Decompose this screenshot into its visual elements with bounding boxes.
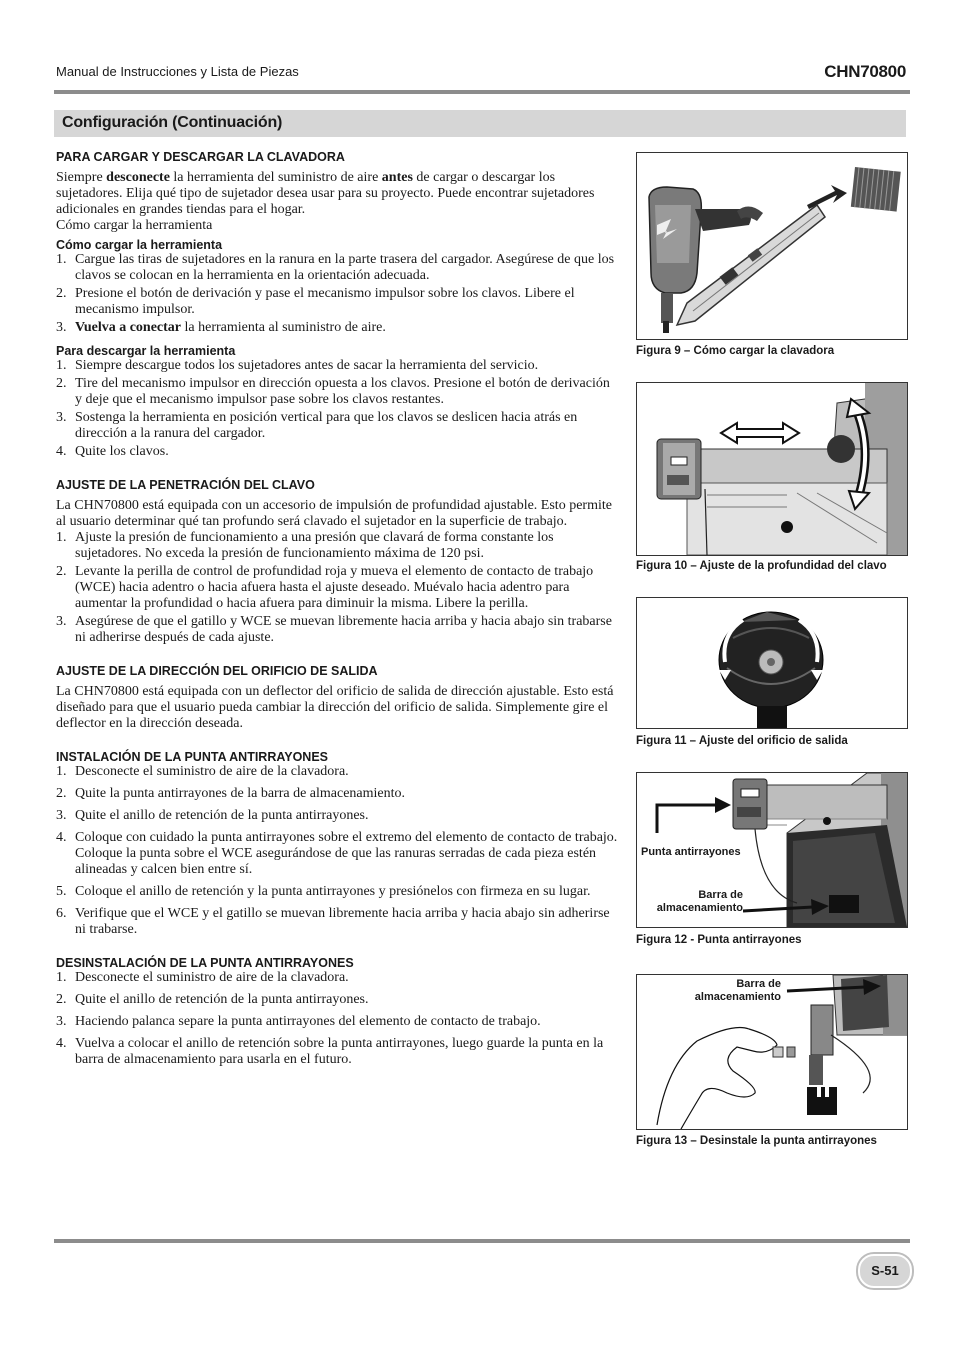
list-item: 6. Verifique que el WCE y el gatillo se muevan libremente hacia arriba y hacia abajo sin adherirse ni trabarse. [56, 906, 610, 937]
figure-13-remove-tip [636, 974, 908, 1130]
unload-subheading: Para descargar la herramienta [56, 344, 236, 358]
list-item: 4. Coloque con cuidado la punta antirrayones sobre el extremo del elemento de contacto de trabajo. Coloque la punta sobre el WCE asegurándose de que las ranuras serradas de cada pieza estén alineadas y calcen bien entre sí. [56, 830, 618, 877]
depth-steps [56, 530, 618, 646]
figure-12-label-bar: Barra de almacenamiento [639, 889, 743, 915]
figure-12-caption: Figura 12 - Punta antirrayones [636, 934, 802, 946]
list-item: 1. Ajuste la presión de funcionamiento a una presión que clavará de forma constante los sujetadores. No exceda la presión de funcionamiento máxima de 120 psi. [56, 530, 554, 561]
remove-tip-steps [56, 970, 618, 1068]
loading-intro-line: Cómo cargar la herramienta [56, 218, 213, 233]
figure-12-label-tip: Punta antirrayones [641, 846, 741, 858]
list-item: 1. Desconecte el suministro de aire de la clavadora. [56, 764, 349, 779]
footer-rule [54, 1239, 910, 1243]
list-item: 2. Quite el anillo de retención de la punta antirrayones. [56, 992, 369, 1007]
loading-intro: Siempre desconecte la herramienta del suministro de aire antes de cargar o descargar los sujetadores. Elija qué tipo de sujetador desea usar para su proyecto. Puede encontrar sujetadores adicionales en grandes tiendas para el hogar. [56, 170, 595, 217]
install-tip-heading: INSTALACIÓN DE LA PUNTA ANTIRRAYONES [56, 750, 328, 764]
section-title: Configuración (Continuación) [62, 114, 283, 131]
figure-11-caption: Figura 11 – Ajuste del orificio de salida [636, 735, 848, 747]
figure-12-no-mar-tip [636, 772, 908, 928]
load-steps [56, 252, 618, 336]
list-item: 3. Haciendo palanca separe la punta antirrayones del elemento de contacto de trabajo. [56, 1014, 541, 1029]
list-item: 1. Desconecte el suministro de aire de la clavadora. [56, 970, 349, 985]
depth-intro: La CHN70800 está equipada con un accesorio de impulsión de profundidad ajustable. Esto permite al usuario determinar qué tan profundo será clavado el sujetador en la superficie de trabajo. [56, 498, 612, 529]
list-item: 1. Siempre descargue todos los sujetadores antes de sacar la herramienta del servicio. [56, 358, 539, 373]
page-number-badge [858, 1254, 912, 1288]
figure-13-caption: Figura 13 – Desinstale la punta antirrayones [636, 1135, 877, 1147]
header-rule [54, 90, 910, 94]
figure-13-label-bar: Barra de almacenamiento [677, 978, 781, 1004]
list-item: 3. Vuelva a conectar la herramienta al suministro de aire. [56, 320, 386, 335]
list-item: 3. Asegúrese de que el gatillo y WCE se muevan libremente hacia arriba y hacia abajo sin trabarse ni adherirse después de cada ajuste. [56, 614, 612, 645]
exhaust-intro: La CHN70800 está equipada con un deflector del orificio de salida de dirección ajustable. Esto está diseñado para que el usuario pueda cambiar la dirección del orificio de salida. Simplemente gire el deflector en la dirección deseada. [56, 684, 614, 731]
figure-10-depth-adjust [636, 382, 908, 556]
model-number: CHN70800 [824, 62, 906, 81]
exhaust-heading: AJUSTE DE LA DIRECCIÓN DEL ORIFICIO DE SALIDA [56, 664, 378, 678]
figure-11-exhaust-adjust [636, 597, 908, 729]
section-bar [54, 110, 906, 137]
depth-heading: AJUSTE DE LA PENETRACIÓN DEL CLAVO [56, 478, 315, 492]
list-item: 2. Tire del mecanismo impulsor en dirección opuesta a los clavos. Presione el botón de derivación y deje que el mecanismo impulsor pase sobre los clavos restantes. [56, 376, 610, 407]
text-column [56, 150, 618, 1068]
figure-9-caption: Figura 9 – Cómo cargar la clavadora [636, 345, 835, 357]
load-subheading: Cómo cargar la herramienta [56, 238, 223, 252]
manual-title: Manual de Instrucciones y Lista de Piezas [56, 64, 299, 79]
unload-steps [56, 358, 618, 460]
install-tip-steps [56, 764, 618, 938]
list-item: 2. Levante la perilla de control de profundidad roja y mueva el elemento de contacto de trabajo (WCE) hacia adentro o hacia afuera hasta el ajuste deseado. Muévalo hacia adentro para aumentar la profundidad o hacia afuera para diminuir la misma. Libere la perilla. [56, 564, 594, 611]
loading-heading: PARA CARGAR Y DESCARGAR LA CLAVADORA [56, 150, 345, 164]
page-number: S-51 [871, 1263, 899, 1278]
list-item: 3. Quite el anillo de retención de la punta antirrayones. [56, 808, 369, 823]
remove-tip-heading: DESINSTALACIÓN DE LA PUNTA ANTIRRAYONES [56, 956, 354, 970]
list-item: 4. Quite los clavos. [56, 444, 169, 459]
list-item: 4. Vuelva a colocar el anillo de retención sobre la punta antirrayones, luego guarde la punta en la barra de almacenamiento para usarla en el futuro. [56, 1036, 604, 1067]
figure-10-caption: Figura 10 – Ajuste de la profundidad del clavo [636, 560, 887, 572]
list-item: 2. Quite la punta antirrayones de la barra de almacenamiento. [56, 786, 406, 801]
list-item: 3. Sostenga la herramienta en posición vertical para que los clavos se deslicen hacia atrás en dirección a la ranura del cargador. [56, 410, 578, 441]
list-item: 5. Coloque el anillo de retención y la punta antirrayones y presiónelos con firmeza en su lugar. [56, 884, 591, 899]
figure-9-nailer-loading [636, 152, 908, 340]
list-item: 1. Cargue las tiras de sujetadores en la ranura en la parte trasera del cargador. Asegúrese de que los clavos se colocan en la herramienta en la orientación adecuada. [56, 252, 615, 283]
list-item: 2. Presione el botón de derivación y pase el mecanismo impulsor sobre los clavos. Libere el mecanismo impulsor. [56, 286, 575, 317]
